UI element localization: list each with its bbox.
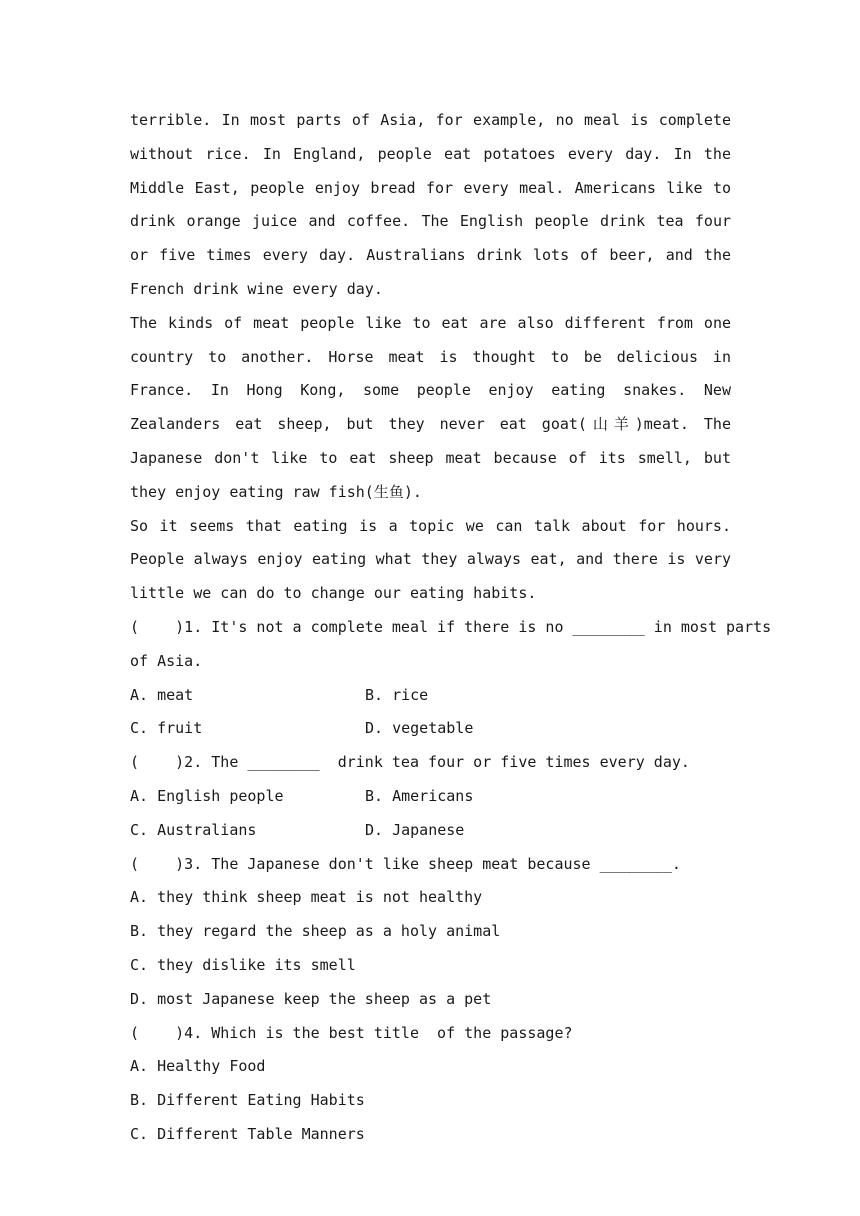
question-2 [130,746,731,847]
question-1-option-b: B. rice [365,685,429,704]
question-1-stem-continued: of Asia. [130,651,203,670]
question-1-options-row-1 [130,679,731,713]
question-2-options-row-2 [130,814,731,848]
question-4-stem: ( )4. Which is the best title of the passage? [130,1023,573,1042]
question-2-option-a: A. English people [130,786,284,805]
question-2-options-row-1 [130,780,731,814]
question-1 [130,611,772,746]
question-3 [130,848,731,1017]
passage-paragraph-3: So it seems that eating is a topic we can talk about for hours. People always enjoy eating what they always eat, and there is very little we can do to change our eating habits. [130,516,731,603]
question-3-option-a: A. they think sheep meat is not healthy [130,888,483,907]
question-2-option-b: B. Americans [365,786,474,805]
question-1-options-row-2 [130,712,731,746]
question-4-option-c: C. Different Table Manners [130,1124,365,1143]
question-3-option-d: D. most Japanese keep the sheep as a pet [130,989,492,1008]
question-2-option-c: C. Australians [130,820,257,839]
question-1-option-c: C. fruit [130,719,203,738]
worksheet-page [130,104,772,1152]
question-3-option-c: C. they dislike its smell [130,955,356,974]
question-2-stem: ( )2. The ________ drink tea four or five times every day. [130,753,690,772]
question-4 [130,1017,731,1152]
question-3-option-b: B. they regard the sheep as a holy animal [130,922,501,941]
question-3-stem: ( )3. The Japanese don't like sheep meat because ________. [130,854,681,873]
passage-paragraph-1: terrible. In most parts of Asia, for example, no meal is complete without rice. In England, people eat potatoes every day. In the Middle East, people enjoy bread for every meal. Americans like to drink orange juice and coffee. The English people drink tea four or five times every day. Australians drink lots of beer, and the French drink wine every day. [130,111,731,298]
question-4-option-b: B. Different Eating Habits [130,1091,365,1110]
question-1-option-d: D. vegetable [365,719,474,738]
passage-paragraph-2: The kinds of meat people like to eat are also different from one country to another. Horse meat is thought to be delicious in France. In Hong Kong, some people enjoy eating snakes. New Zealanders eat sheep, but they never eat goat(山羊)meat. The Japanese don't like to eat sheep meat because of its smell, but they enjoy eating raw fish(生鱼). [130,313,731,501]
question-1-stem: ( )1. It's not a complete meal if there is no ________ in most parts [130,617,772,636]
question-2-option-d: D. Japanese [365,820,465,839]
question-4-option-a: A. Healthy Food [130,1057,266,1076]
question-1-option-a: A. meat [130,685,194,704]
